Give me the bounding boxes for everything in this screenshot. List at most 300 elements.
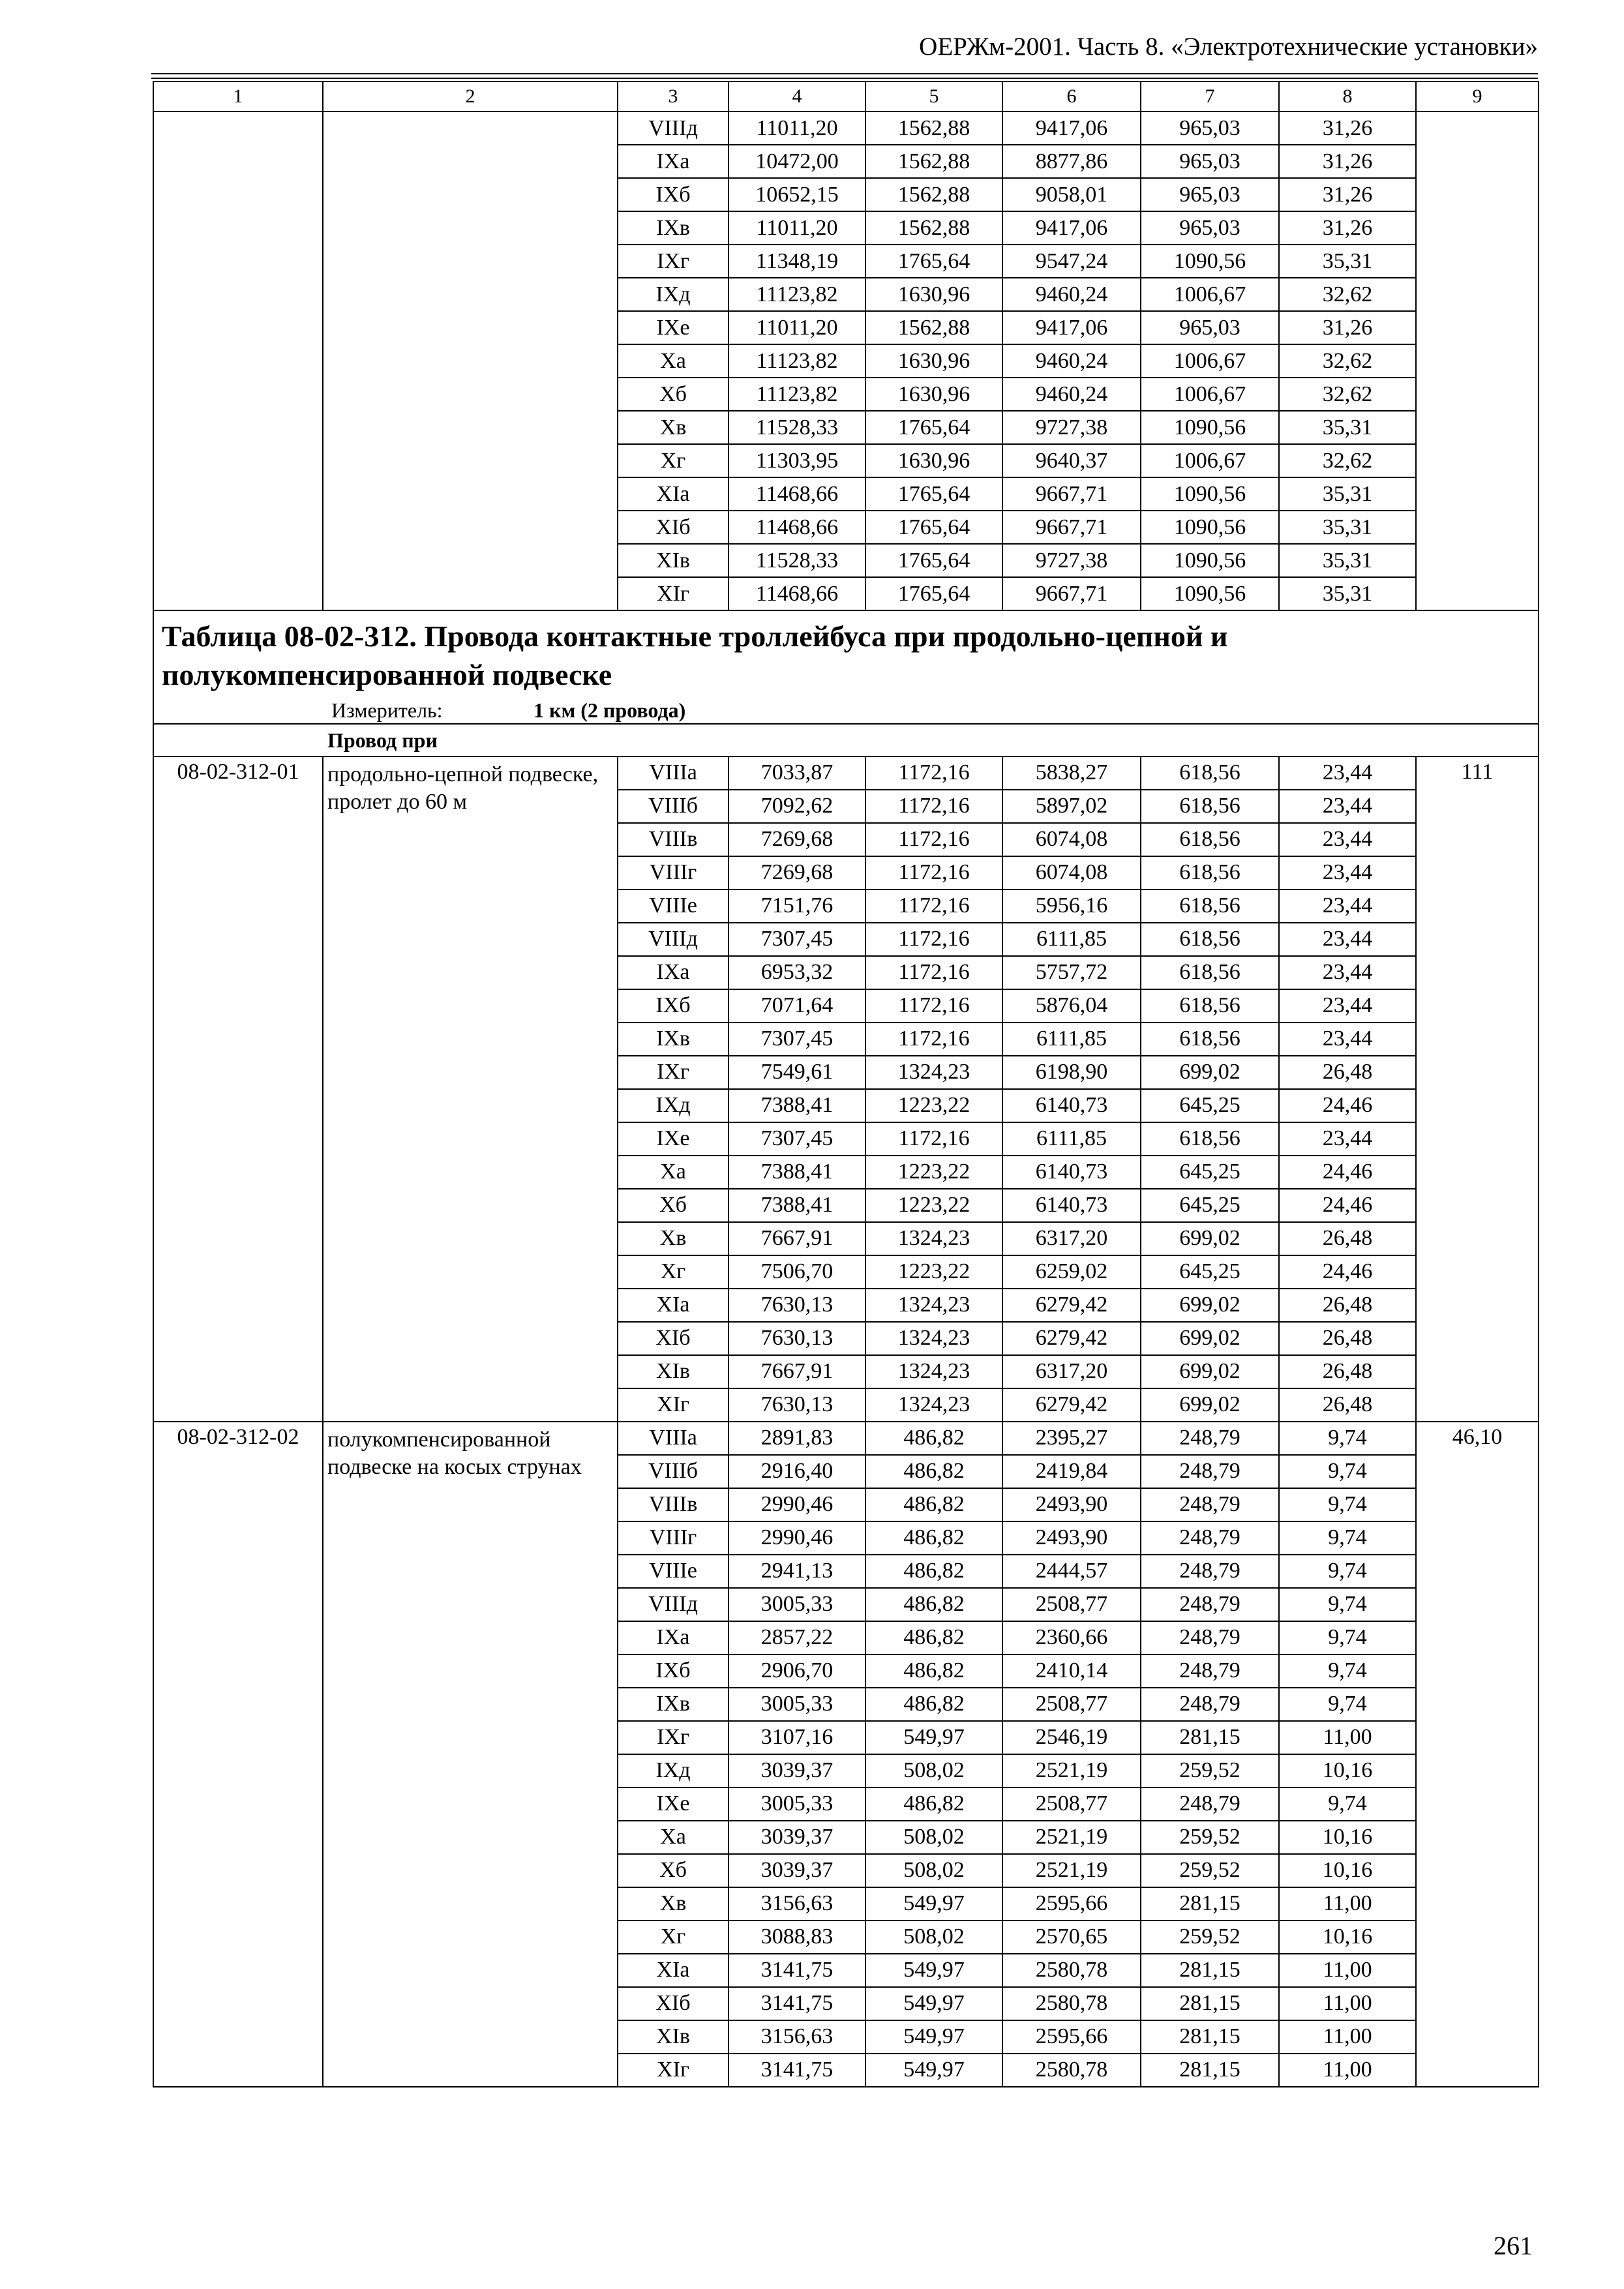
continuation-desc-cell [323, 112, 618, 610]
variant-code: Xв [618, 1887, 729, 1921]
value-cell: 259,52 [1141, 1854, 1279, 1887]
value-cell: 549,97 [865, 2020, 1002, 2054]
variant-code: VIIIб [618, 1455, 729, 1488]
value-cell: 7388,41 [729, 1089, 865, 1122]
variant-code: IXд [618, 1089, 729, 1122]
item-code: 08-02-312-01 [153, 756, 323, 1422]
variant-code: IXд [618, 1754, 729, 1788]
value-cell: 35,31 [1279, 577, 1416, 610]
value-cell: 32,62 [1279, 444, 1416, 477]
value-cell: 11011,20 [729, 112, 865, 145]
value-cell: 549,97 [865, 1954, 1002, 1987]
value-cell: 2595,66 [1002, 2020, 1141, 2054]
value-cell: 645,25 [1141, 1189, 1279, 1222]
variant-code: Xа [618, 344, 729, 378]
value-cell: 9667,71 [1002, 511, 1141, 544]
value-cell: 1090,56 [1141, 577, 1279, 610]
value-cell: 2580,78 [1002, 1954, 1141, 1987]
value-cell: 699,02 [1141, 1322, 1279, 1355]
value-cell: 26,48 [1279, 1289, 1416, 1322]
value-cell: 2580,78 [1002, 1987, 1141, 2020]
variant-code: IXд [618, 278, 729, 311]
value-cell: 281,15 [1141, 1987, 1279, 2020]
variant-code: Xб [618, 1854, 729, 1887]
variant-code: VIIIа [618, 756, 729, 790]
value-cell: 3088,83 [729, 1921, 865, 1954]
value-cell: 2580,78 [1002, 2054, 1141, 2087]
value-cell: 10472,00 [729, 145, 865, 178]
value-cell: 26,48 [1279, 1355, 1416, 1388]
value-cell: 281,15 [1141, 1887, 1279, 1921]
column-number: 7 [1141, 82, 1279, 112]
value-cell: 11,00 [1279, 2054, 1416, 2087]
value-cell: 5956,16 [1002, 890, 1141, 923]
value-cell: 10,16 [1279, 1854, 1416, 1887]
value-cell: 23,44 [1279, 856, 1416, 890]
value-cell: 5757,72 [1002, 956, 1141, 989]
variant-code: XIа [618, 477, 729, 511]
value-cell: 2395,27 [1002, 1422, 1141, 1455]
measure-value: 1 км (2 провода) [534, 698, 686, 722]
value-cell: 35,31 [1279, 544, 1416, 577]
value-cell: 7307,45 [729, 1122, 865, 1156]
value-cell: 31,26 [1279, 178, 1416, 211]
continuation-col9-cell [1416, 112, 1539, 610]
variant-code: XIг [618, 2054, 729, 2087]
column-number: 2 [323, 82, 618, 112]
value-cell: 11,00 [1279, 1954, 1416, 1987]
value-cell: 7092,62 [729, 790, 865, 823]
value-cell: 11303,95 [729, 444, 865, 477]
value-cell: 32,62 [1279, 278, 1416, 311]
value-cell: 31,26 [1279, 145, 1416, 178]
value-cell: 6198,90 [1002, 1056, 1141, 1089]
value-cell: 1630,96 [865, 344, 1002, 378]
value-cell: 2941,13 [729, 1555, 865, 1588]
value-cell: 1562,88 [865, 112, 1002, 145]
variant-code: XIа [618, 1289, 729, 1322]
value-cell: 1223,22 [865, 1089, 1002, 1122]
variant-code: XIб [618, 1322, 729, 1355]
value-cell: 1562,88 [865, 145, 1002, 178]
value-cell: 23,44 [1279, 790, 1416, 823]
table-body [153, 82, 1539, 2087]
variant-code: IXа [618, 956, 729, 989]
value-cell: 35,31 [1279, 245, 1416, 278]
value-cell: 6259,02 [1002, 1255, 1141, 1289]
page-number: 261 [1494, 2231, 1533, 2260]
value-cell: 2546,19 [1002, 1721, 1141, 1754]
value-cell: 486,82 [865, 1588, 1002, 1621]
value-cell: 2444,57 [1002, 1555, 1141, 1588]
column-number: 1 [153, 82, 323, 112]
value-cell: 618,56 [1141, 790, 1279, 823]
value-cell: 6279,42 [1002, 1388, 1141, 1422]
value-cell: 35,31 [1279, 477, 1416, 511]
value-cell: 23,44 [1279, 823, 1416, 856]
variant-code: VIIIе [618, 1555, 729, 1588]
value-cell: 2419,84 [1002, 1455, 1141, 1488]
variant-code: Xа [618, 1156, 729, 1189]
value-cell: 549,97 [865, 1721, 1002, 1754]
variant-code: Xб [618, 1189, 729, 1222]
value-cell: 1172,16 [865, 989, 1002, 1023]
value-cell: 7071,64 [729, 989, 865, 1023]
value-cell: 7151,76 [729, 890, 865, 923]
value-cell: 7506,70 [729, 1255, 865, 1289]
value-cell: 248,79 [1141, 1788, 1279, 1821]
value-cell: 645,25 [1141, 1089, 1279, 1122]
variant-code: IXа [618, 1621, 729, 1654]
value-cell: 9,74 [1279, 1688, 1416, 1721]
variant-code: VIIIд [618, 112, 729, 145]
value-cell: 1223,22 [865, 1156, 1002, 1189]
variant-code: IXв [618, 1688, 729, 1721]
value-cell: 11,00 [1279, 2020, 1416, 2054]
value-cell: 31,26 [1279, 311, 1416, 344]
value-cell: 1324,23 [865, 1322, 1002, 1355]
value-cell: 9460,24 [1002, 278, 1141, 311]
value-cell: 9,74 [1279, 1521, 1416, 1555]
variant-code: IXв [618, 1023, 729, 1056]
variant-code: Xа [618, 1821, 729, 1854]
value-cell: 486,82 [865, 1654, 1002, 1688]
value-cell: 618,56 [1141, 823, 1279, 856]
value-cell: 2521,19 [1002, 1854, 1141, 1887]
value-cell: 11528,33 [729, 411, 865, 444]
value-cell: 7630,13 [729, 1322, 865, 1355]
value-cell: 31,26 [1279, 112, 1416, 145]
value-cell: 508,02 [865, 1821, 1002, 1854]
value-cell: 6074,08 [1002, 856, 1141, 890]
value-cell: 23,44 [1279, 890, 1416, 923]
value-cell: 32,62 [1279, 378, 1416, 411]
value-cell: 1006,67 [1141, 444, 1279, 477]
subheading-row [153, 724, 1539, 756]
value-cell: 3141,75 [729, 2054, 865, 2087]
value-cell: 9,74 [1279, 1422, 1416, 1455]
variant-code: VIIIа [618, 1422, 729, 1455]
value-cell: 281,15 [1141, 2020, 1279, 2054]
value-cell: 1172,16 [865, 1122, 1002, 1156]
value-cell: 1765,64 [865, 477, 1002, 511]
value-cell: 1765,64 [865, 544, 1002, 577]
value-cell: 9417,06 [1002, 211, 1141, 245]
value-cell: 2521,19 [1002, 1754, 1141, 1788]
variant-code: IXб [618, 178, 729, 211]
column-number: 4 [729, 82, 865, 112]
value-cell: 9640,37 [1002, 444, 1141, 477]
variant-code: XIв [618, 544, 729, 577]
value-cell: 1172,16 [865, 856, 1002, 890]
value-cell: 9,74 [1279, 1621, 1416, 1654]
value-cell: 2508,77 [1002, 1788, 1141, 1821]
table-row [153, 112, 1539, 145]
value-cell: 1765,64 [865, 245, 1002, 278]
value-cell: 7388,41 [729, 1189, 865, 1222]
value-cell: 11468,66 [729, 511, 865, 544]
value-cell: 11528,33 [729, 544, 865, 577]
value-cell: 549,97 [865, 1987, 1002, 2020]
value-cell: 618,56 [1141, 1023, 1279, 1056]
value-cell: 248,79 [1141, 1455, 1279, 1488]
value-cell: 248,79 [1141, 1422, 1279, 1455]
value-cell: 1090,56 [1141, 245, 1279, 278]
value-cell: 248,79 [1141, 1654, 1279, 1688]
value-cell: 2990,46 [729, 1521, 865, 1555]
value-cell: 1172,16 [865, 956, 1002, 989]
value-cell: 1765,64 [865, 577, 1002, 610]
value-cell: 6111,85 [1002, 1023, 1141, 1056]
value-cell: 9727,38 [1002, 544, 1141, 577]
value-cell: 23,44 [1279, 923, 1416, 956]
value-cell: 2360,66 [1002, 1621, 1141, 1654]
value-cell: 7630,13 [729, 1388, 865, 1422]
value-cell: 32,62 [1279, 344, 1416, 378]
column-9-value: 111 [1416, 756, 1539, 1422]
value-cell: 2410,14 [1002, 1654, 1141, 1688]
rates-table [153, 81, 1539, 2087]
value-cell: 1630,96 [865, 444, 1002, 477]
value-cell: 248,79 [1141, 1488, 1279, 1521]
value-cell: 9667,71 [1002, 577, 1141, 610]
value-cell: 1172,16 [865, 823, 1002, 856]
value-cell: 281,15 [1141, 1954, 1279, 1987]
value-cell: 7307,45 [729, 923, 865, 956]
column-9-value: 46,10 [1416, 1422, 1539, 2087]
value-cell: 24,46 [1279, 1089, 1416, 1122]
value-cell: 24,46 [1279, 1156, 1416, 1189]
variant-code: XIа [618, 1954, 729, 1987]
value-cell: 248,79 [1141, 1521, 1279, 1555]
variant-code: XIб [618, 511, 729, 544]
value-cell: 11,00 [1279, 1987, 1416, 2020]
variant-code: VIIIе [618, 890, 729, 923]
value-cell: 699,02 [1141, 1355, 1279, 1388]
item-description: полукомпенсированной подвеске на косых струнах [323, 1422, 618, 2087]
variant-code: Xв [618, 1222, 729, 1255]
variant-code: Xб [618, 378, 729, 411]
value-cell: 248,79 [1141, 1555, 1279, 1588]
value-cell: 1324,23 [865, 1222, 1002, 1255]
value-cell: 6317,20 [1002, 1355, 1141, 1388]
value-cell: 1090,56 [1141, 544, 1279, 577]
value-cell: 9667,71 [1002, 477, 1141, 511]
value-cell: 23,44 [1279, 1122, 1416, 1156]
value-cell: 6953,32 [729, 956, 865, 989]
value-cell: 618,56 [1141, 989, 1279, 1023]
variant-code: XIв [618, 2020, 729, 2054]
value-cell: 1765,64 [865, 411, 1002, 444]
value-cell: 11011,20 [729, 211, 865, 245]
variant-code: IXв [618, 211, 729, 245]
measure-line [162, 700, 1530, 721]
value-cell: 9547,24 [1002, 245, 1141, 278]
value-cell: 1630,96 [865, 378, 1002, 411]
value-cell: 2493,90 [1002, 1521, 1141, 1555]
value-cell: 2990,46 [729, 1488, 865, 1521]
value-cell: 699,02 [1141, 1222, 1279, 1255]
value-cell: 35,31 [1279, 511, 1416, 544]
value-cell: 24,46 [1279, 1189, 1416, 1222]
variant-code: Xг [618, 1921, 729, 1954]
value-cell: 6140,73 [1002, 1189, 1141, 1222]
variant-code: IXб [618, 989, 729, 1023]
value-cell: 7033,87 [729, 756, 865, 790]
value-cell: 11468,66 [729, 577, 865, 610]
value-cell: 2906,70 [729, 1654, 865, 1688]
value-cell: 1172,16 [865, 1023, 1002, 1056]
variant-code: VIIIв [618, 1488, 729, 1521]
value-cell: 1090,56 [1141, 477, 1279, 511]
value-cell: 6111,85 [1002, 1122, 1141, 1156]
variant-code: IXе [618, 311, 729, 344]
value-cell: 23,44 [1279, 1023, 1416, 1056]
variant-code: IXе [618, 1788, 729, 1821]
value-cell: 11123,82 [729, 344, 865, 378]
value-cell: 6140,73 [1002, 1089, 1141, 1122]
value-cell: 3005,33 [729, 1588, 865, 1621]
value-cell: 23,44 [1279, 956, 1416, 989]
value-cell: 3005,33 [729, 1688, 865, 1721]
value-cell: 7630,13 [729, 1289, 865, 1322]
value-cell: 3107,16 [729, 1721, 865, 1754]
value-cell: 9460,24 [1002, 378, 1141, 411]
value-cell: 26,48 [1279, 1388, 1416, 1422]
value-cell: 11011,20 [729, 311, 865, 344]
variant-code: Xв [618, 411, 729, 444]
value-cell: 9417,06 [1002, 311, 1141, 344]
value-cell: 486,82 [865, 1488, 1002, 1521]
value-cell: 618,56 [1141, 856, 1279, 890]
value-cell: 1324,23 [865, 1388, 1002, 1422]
value-cell: 965,03 [1141, 311, 1279, 344]
running-header: ОЕРЖм-2001. Часть 8. «Электротехнические установки» [919, 33, 1538, 61]
value-cell: 618,56 [1141, 1122, 1279, 1156]
value-cell: 486,82 [865, 1788, 1002, 1821]
value-cell: 508,02 [865, 1754, 1002, 1788]
value-cell: 618,56 [1141, 956, 1279, 989]
value-cell: 1006,67 [1141, 344, 1279, 378]
value-cell: 645,25 [1141, 1255, 1279, 1289]
value-cell: 1562,88 [865, 211, 1002, 245]
column-number: 3 [618, 82, 729, 112]
value-cell: 486,82 [865, 1422, 1002, 1455]
value-cell: 486,82 [865, 1688, 1002, 1721]
value-cell: 1562,88 [865, 178, 1002, 211]
subheading: Провод при [153, 724, 1539, 756]
value-cell: 1090,56 [1141, 511, 1279, 544]
value-cell: 1172,16 [865, 923, 1002, 956]
value-cell: 486,82 [865, 1521, 1002, 1555]
value-cell: 1090,56 [1141, 411, 1279, 444]
value-cell: 618,56 [1141, 890, 1279, 923]
value-cell: 3039,37 [729, 1821, 865, 1854]
header-rule-double [151, 78, 1538, 79]
value-cell: 2891,83 [729, 1422, 865, 1455]
variant-code: VIIIд [618, 923, 729, 956]
value-cell: 9,74 [1279, 1488, 1416, 1521]
variant-code: XIг [618, 577, 729, 610]
value-cell: 486,82 [865, 1555, 1002, 1588]
value-cell: 8877,86 [1002, 145, 1141, 178]
table-title-row [153, 610, 1539, 724]
value-cell: 248,79 [1141, 1621, 1279, 1654]
value-cell: 281,15 [1141, 1721, 1279, 1754]
value-cell: 965,03 [1141, 211, 1279, 245]
value-cell: 3141,75 [729, 1954, 865, 1987]
variant-code: Xг [618, 444, 729, 477]
variant-code: XIг [618, 1388, 729, 1422]
value-cell: 3005,33 [729, 1788, 865, 1821]
value-cell: 2493,90 [1002, 1488, 1141, 1521]
value-cell: 9,74 [1279, 1588, 1416, 1621]
value-cell: 9727,38 [1002, 411, 1141, 444]
value-cell: 2916,40 [729, 1455, 865, 1488]
value-cell: 10652,15 [729, 178, 865, 211]
value-cell: 549,97 [865, 2054, 1002, 2087]
value-cell: 7269,68 [729, 823, 865, 856]
variant-code: IXг [618, 1721, 729, 1754]
value-cell: 965,03 [1141, 178, 1279, 211]
variant-code: IXа [618, 145, 729, 178]
value-cell: 1223,22 [865, 1255, 1002, 1289]
value-cell: 1172,16 [865, 890, 1002, 923]
variant-code: IXг [618, 1056, 729, 1089]
value-cell: 11123,82 [729, 278, 865, 311]
value-cell: 9,74 [1279, 1455, 1416, 1488]
value-cell: 5876,04 [1002, 989, 1141, 1023]
value-cell: 3156,63 [729, 2020, 865, 2054]
value-cell: 1765,64 [865, 511, 1002, 544]
column-number-row [153, 82, 1539, 112]
value-cell: 2521,19 [1002, 1821, 1141, 1854]
value-cell: 1324,23 [865, 1355, 1002, 1388]
value-cell: 248,79 [1141, 1588, 1279, 1621]
value-cell: 699,02 [1141, 1289, 1279, 1322]
column-number: 9 [1416, 82, 1539, 112]
value-cell: 6140,73 [1002, 1156, 1141, 1189]
value-cell: 2570,65 [1002, 1921, 1141, 1954]
value-cell: 9460,24 [1002, 344, 1141, 378]
value-cell: 9,74 [1279, 1788, 1416, 1821]
value-cell: 10,16 [1279, 1821, 1416, 1854]
value-cell: 35,31 [1279, 411, 1416, 444]
value-cell: 549,97 [865, 1887, 1002, 1921]
value-cell: 11123,82 [729, 378, 865, 411]
value-cell: 1172,16 [865, 790, 1002, 823]
value-cell: 6111,85 [1002, 923, 1141, 956]
value-cell: 6279,42 [1002, 1322, 1141, 1355]
value-cell: 965,03 [1141, 112, 1279, 145]
variant-code: IXб [618, 1654, 729, 1688]
value-cell: 965,03 [1141, 145, 1279, 178]
table-row [153, 756, 1539, 790]
value-cell: 699,02 [1141, 1388, 1279, 1422]
value-cell: 6074,08 [1002, 823, 1141, 856]
value-cell: 1006,67 [1141, 378, 1279, 411]
table-title-cell [153, 610, 1539, 724]
value-cell: 11468,66 [729, 477, 865, 511]
value-cell: 3156,63 [729, 1887, 865, 1921]
value-cell: 26,48 [1279, 1322, 1416, 1355]
value-cell: 23,44 [1279, 756, 1416, 790]
value-cell: 2508,77 [1002, 1688, 1141, 1721]
value-cell: 9417,06 [1002, 112, 1141, 145]
header-rule [151, 73, 1538, 74]
measure-label: Измеритель: [331, 698, 443, 722]
value-cell: 259,52 [1141, 1921, 1279, 1954]
